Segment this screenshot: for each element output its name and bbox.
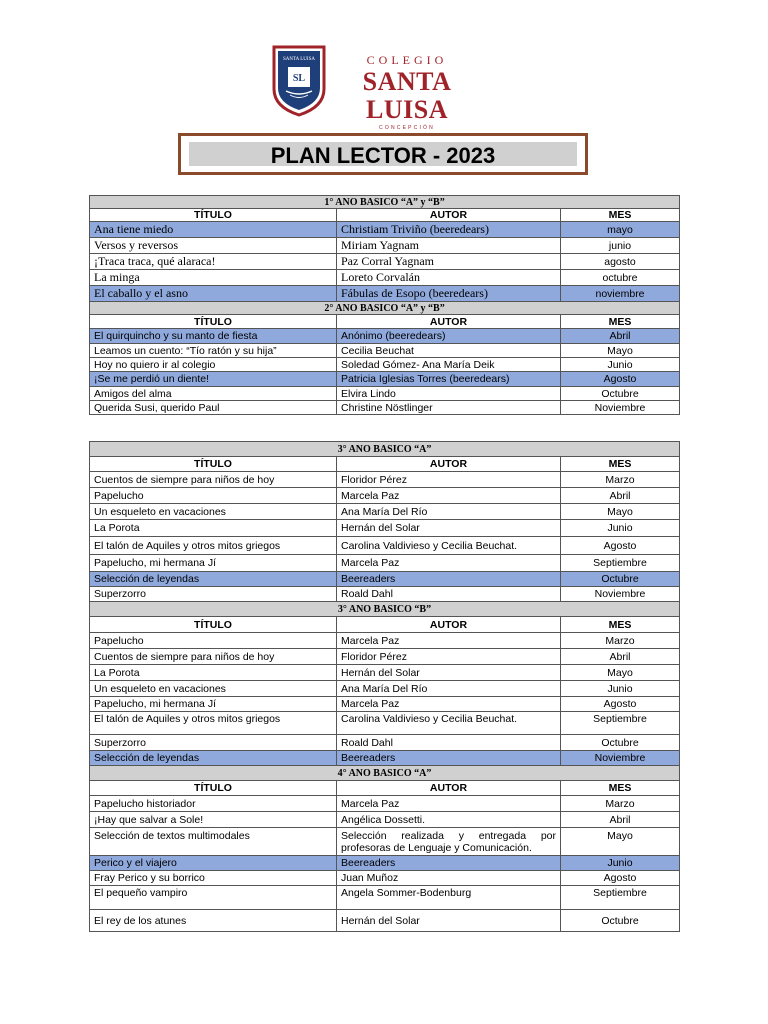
table-row [90,649,680,665]
book-month: Junio [561,856,680,871]
header-mes: MES [561,457,680,472]
book-author: Beereaders [337,572,561,587]
header-autor: AUTOR [337,617,561,633]
book-title: Cuentos de siempre para niños de hoy [90,649,337,665]
table-row [90,555,680,572]
book-month: Septiembre [561,555,680,572]
header-titulo: TÍTULO [90,617,337,633]
header-autor: AUTOR [337,315,561,329]
table-row [90,504,680,520]
book-title: Perico y el viajero [90,856,337,871]
table-row [90,712,680,735]
book-author: Beereaders [337,856,561,871]
table-row [90,751,680,766]
table-row [90,238,680,254]
header-row [90,617,680,633]
logo-line2: SANTA LUISA [362,67,452,124]
table-row [90,401,680,415]
book-title: ¡Hay que salvar a Sole! [90,812,337,828]
book-month: Septiembre [561,712,680,735]
crest-text: SANTA LUISA [283,57,315,62]
table-row [90,387,680,401]
table-row [90,270,680,286]
book-title: El rey de los atunes [90,910,337,932]
book-month: Noviembre [561,587,680,602]
header-row [90,457,680,472]
book-month: mayo [561,222,680,238]
book-title: La Porota [90,665,337,681]
reading-plan-table-1 [89,195,680,415]
book-title: Papelucho, mi hermana Jí [90,555,337,572]
book-title: Selección de textos multimodales [90,828,337,856]
header-titulo: TÍTULO [90,457,337,472]
book-month: Octubre [561,910,680,932]
book-title: El talón de Aquiles y otros mitos griegos [90,537,337,555]
book-title: El caballo y el asno [90,286,337,302]
title-frame [178,133,588,175]
header-mes: MES [561,209,680,222]
book-author: Christiam Triviño (beeredears) [337,222,561,238]
book-author: Elvira Lindo [337,387,561,401]
table-row [90,735,680,751]
section-row [90,602,680,617]
table-row [90,828,680,856]
table-row [90,286,680,302]
table-row [90,572,680,587]
book-title: La Porota [90,520,337,537]
book-author: Hernán del Solar [337,665,561,681]
table-row [90,633,680,649]
section-row [90,196,680,209]
book-author: Beereaders [337,751,561,766]
header-autor: AUTOR [337,209,561,222]
header-autor: AUTOR [337,781,561,796]
book-title: Leamos un cuento: “Tío ratón y su hija” [90,344,337,358]
book-month: Marzo [561,796,680,812]
book-author: Christine Nöstlinger [337,401,561,415]
book-author: Hernán del Solar [337,910,561,932]
book-month: Mayo [561,504,680,520]
section-title: 1° ANO BASICO “A” y “B” [90,196,680,209]
book-author: Floridor Pérez [337,472,561,488]
book-month: Octubre [561,572,680,587]
school-crest-icon [272,45,326,117]
book-author: Marcela Paz [337,697,561,712]
book-month: Marzo [561,633,680,649]
book-title: Versos y reversos [90,238,337,254]
page-title: PLAN LECTOR - 2023 [189,142,577,166]
book-month: Abril [561,488,680,504]
book-author: Selección realizada y entregada por profesoras de Lenguaje y Comunicación. [337,828,561,856]
book-author: Floridor Pérez [337,649,561,665]
header-row [90,781,680,796]
book-month: Agosto [561,871,680,886]
book-month: Junio [561,358,680,372]
table-row [90,344,680,358]
book-month: Abril [561,649,680,665]
book-author: Marcela Paz [337,555,561,572]
book-title: Ana tiene miedo [90,222,337,238]
book-month: Mayo [561,828,680,856]
book-month: Septiembre [561,886,680,910]
book-author: Marcela Paz [337,796,561,812]
book-month: Mayo [561,665,680,681]
book-month: Marzo [561,472,680,488]
header-row [90,315,680,329]
book-author: Angela Sommer-Bodenburg [337,886,561,910]
book-month: Abril [561,329,680,344]
section-title: 3° ANO BASICO “A” [90,442,680,457]
book-month: noviembre [561,286,680,302]
book-month: junio [561,238,680,254]
book-title: El quirquincho y su manto de fiesta [90,329,337,344]
header-mes: MES [561,617,680,633]
book-author: Fábulas de Esopo (beeredears) [337,286,561,302]
book-title: ¡Se me perdió un diente! [90,372,337,387]
book-title: Papelucho [90,633,337,649]
reading-plan-table-2 [89,441,680,932]
table-row [90,886,680,910]
logo-line3: CONCEPCIÓN [379,125,435,131]
table-row [90,871,680,886]
table-row [90,488,680,504]
book-title: Selección de leyendas [90,751,337,766]
header-mes: MES [561,315,680,329]
book-author: Marcela Paz [337,633,561,649]
book-author: Marcela Paz [337,488,561,504]
book-month: Abril [561,812,680,828]
book-title: Querida Susi, querido Paul [90,401,337,415]
book-title: El talón de Aquiles y otros mitos griegos [90,712,337,735]
book-month: Octubre [561,387,680,401]
book-title: Hoy no quiero ir al colegio [90,358,337,372]
school-logo [272,45,472,131]
section-row [90,766,680,781]
table-row [90,254,680,270]
table-row [90,329,680,344]
logo-line1: COLEGIO [366,53,448,67]
table-row [90,222,680,238]
section-row [90,442,680,457]
book-author: Carolina Valdivieso y Cecilia Beuchat. [337,712,561,735]
book-title: Un esqueleto en vacaciones [90,681,337,697]
book-author: Roald Dahl [337,587,561,602]
table-row [90,472,680,488]
book-month: octubre [561,270,680,286]
table-row [90,358,680,372]
book-month: Agosto [561,372,680,387]
book-title: Superzorro [90,587,337,602]
book-title: Fray Perico y su borrico [90,871,337,886]
book-month: Octubre [561,735,680,751]
section-title: 4° ANO BASICO “A” [90,766,680,781]
book-author: Ana María Del Río [337,504,561,520]
book-month: Agosto [561,537,680,555]
book-author: Anónimo (beeredears) [337,329,561,344]
book-title: La minga [90,270,337,286]
book-month: Agosto [561,697,680,712]
table-row [90,520,680,537]
header-mes: MES [561,781,680,796]
book-title: Un esqueleto en vacaciones [90,504,337,520]
table-row [90,587,680,602]
header-autor: AUTOR [337,457,561,472]
section-title: 2° ANO BASICO “A” y “B” [90,302,680,315]
table-row [90,372,680,387]
book-month: Noviembre [561,751,680,766]
book-month: Noviembre [561,401,680,415]
table-row [90,537,680,555]
book-author: Patricia Iglesias Torres (beeredears) [337,372,561,387]
table-row [90,856,680,871]
book-title: ¡Traca traca, qué alaraca! [90,254,337,270]
book-author: Paz Corral Yagnam [337,254,561,270]
book-title: Selección de leyendas [90,572,337,587]
book-author: Angélica Dossetti. [337,812,561,828]
book-month: Mayo [561,344,680,358]
section-row [90,302,680,315]
book-title: Papelucho [90,488,337,504]
book-title: Papelucho historiador [90,796,337,812]
table-row [90,812,680,828]
book-month: Junio [561,520,680,537]
section-title: 3° ANO BASICO “B” [90,602,680,617]
book-author: Juan Muñoz [337,871,561,886]
table-row [90,681,680,697]
book-author: Loreto Corvalán [337,270,561,286]
book-author: Carolina Valdivieso y Cecilia Beuchat. [337,537,561,555]
book-title: Superzorro [90,735,337,751]
table-row [90,910,680,932]
book-title: Cuentos de siempre para niños de hoy [90,472,337,488]
header-titulo: TÍTULO [90,209,337,222]
book-title: Amigos del alma [90,387,337,401]
book-title: Papelucho, mi hermana Jí [90,697,337,712]
table-row [90,665,680,681]
book-author: Cecilia Beuchat [337,344,561,358]
table-row [90,697,680,712]
book-month: Junio [561,681,680,697]
book-author: Roald Dahl [337,735,561,751]
book-author: Miriam Yagnam [337,238,561,254]
book-author: Ana María Del Río [337,681,561,697]
book-title: El pequeño vampiro [90,886,337,910]
svg-text:SL: SL [292,73,306,84]
book-author: Soledad Gómez- Ana María Deik [337,358,561,372]
book-month: agosto [561,254,680,270]
book-author: Hernán del Solar [337,520,561,537]
header-row [90,209,680,222]
header-titulo: TÍTULO [90,315,337,329]
header-titulo: TÍTULO [90,781,337,796]
table-row [90,796,680,812]
